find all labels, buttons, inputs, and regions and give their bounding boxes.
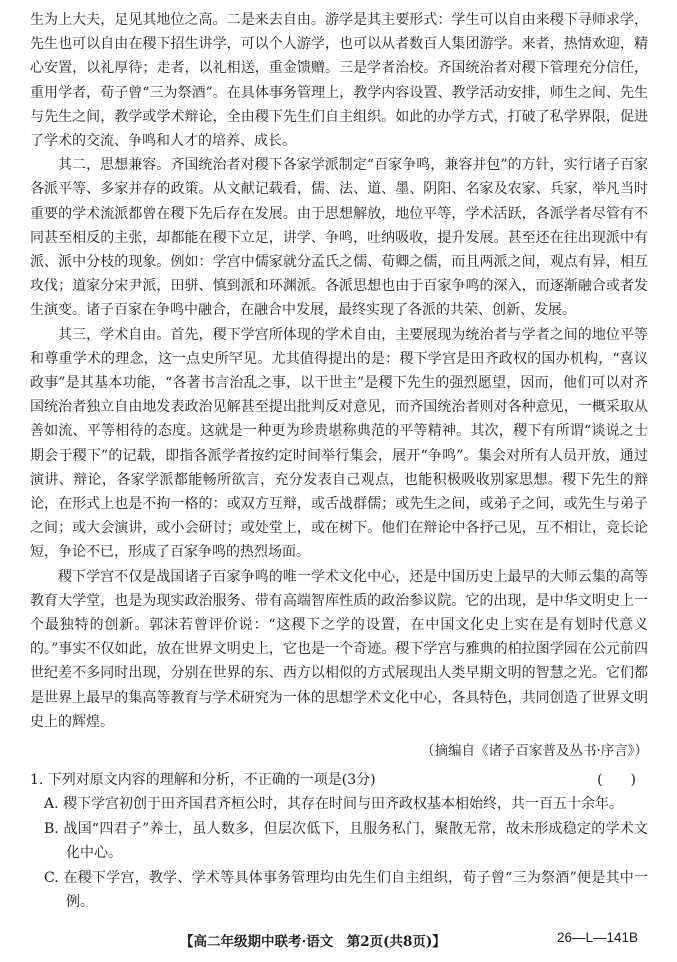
- paragraph-1: 生为上大夫，足见其地位之高。二是来去自由。游学是其主要形式：学生可以自由来稷下寻师求学，先生也可以自由在稷下招生讲学，可以个人游学，也可以从者数百人集团游学。来者，热情欢迎，精心安置，以礼厚待；走者，以礼相送，重金馈赠。三是学者治校。齐国统治者对稷下管理充分信任，重用学者，荀子曾“三为祭酒”。在具体事务管理上，教学内容设置、教学活动安排，师生之间、先生与先生之间，教学或学术辩论，全由稷下先生们自主组织。如此的办学方式，打破了私学界限，促进了学术的交流、争鸣和人才的培养、成长。: [30, 12, 648, 150]
- paragraph-4: 稷下学宫不仅是战国诸子百家争鸣的唯一学术文化中心，还是中国历史上最早的大师云集的高等教育大学堂，也是为现实政治服务、带有高端智库性质的政治参议院。它的出现，是中华文明史上一个最独特的创新。郭沫若曾评价说：“这稷下之学的设置，在中国文化史上实在是有划时代意义的。”事实不仅如此，放在世界文明史上，它也是一个奇迹。稷下学宫与雅典的柏拉图学园在公元前四世纪差不多同时出现，分别在世界的东、西方以相似的方式展现出人类早期文明的智慧之光。它们都是世界上最早的集高等教育与学术研究为一体的思想学术文化中心，各具特色，共同创造了世界文明史上的辉煌。: [30, 568, 648, 730]
- page-footer: [30, 930, 648, 954]
- footer-title: 【高二年级期中联考·语文 第2页(共8页)】: [180, 934, 446, 950]
- paragraph-3: 其三，学术自由。首先，稷下学宫所体现的学术自由，主要展现为统治者与学者之间的地位平等和尊重学术的理念，这一点史所罕见。尤其值得提出的是：稷下学宫是田齐政权的国办机构，“喜议政事”是其基本功能，“各著书言治乱之事，以干世主”是稷下先生的强烈愿望，因而，他们可以对齐国统治者独立自由地发表政治见解甚至提出批判反对意见，而齐国统治者则对各种意见，一概采取从善如流、平等相待的态度。这就是一种更为珍贵堪称典范的平等精神。其次，稷下有所谓“谈说之士期会于稷下”的记载，即指各派学者按约定时间举行集会，展开“争鸣”。集会对所有人员开放，通过演讲、辩论，各家学派都能畅所欲言，充分发表自己观点，也能积极吸收别家思想。稷下先生的辩论，在形式上也是不拘一格的：或双方互辩，或舌战群儒；或先生之间，或弟子之间，或先生与弟子之间；或大会演讲，或小会研讨；或处堂上，或在树下。他们在辩论中各抒己见，互不相让，竞长论短，争论不已，形成了百家争鸣的热烈场面。: [30, 326, 648, 561]
- option-b: B. 战国“四君子”养士，虽人数多，但层次低下，且服务私门，聚散无常，故未形成稳定的学术文化中心。: [44, 820, 648, 862]
- option-c: C. 在稷下学宫，教学、学术等具体事务管理均由先生们自主组织，荀子曾“三为祭酒”便是其中一例。: [44, 869, 648, 911]
- footer-code: 26—L—141B: [556, 930, 638, 945]
- source-citation: （摘编自《诸子百家普及丛书·序言》）: [420, 743, 648, 760]
- question-1: [30, 768, 648, 792]
- question-stem: 1. 下列对原文内容的理解和分析，不正确的一项是(3分): [30, 772, 376, 789]
- answer-blank[interactable]: ( ): [597, 772, 636, 789]
- paragraph-2: 其二，思想兼容。齐国统治者对稷下各家学派制定“百家争鸣，兼容并包”的方针，实行诸子百家各派平等、多家并存的政策。从文献记载看，儒、法、道、墨、阴阳、名家及农家、兵家，举凡当时重要的学术流派都曾在稷下先后存在发展。由于思想解放，地位平等，学术活跃，各派学者尽管有不同甚至相反的主张，却都能在稷下立足，讲学、争鸣，吐纳吸收，提升发展。甚至还在往出现派中有派、派中分枝的现象。例如：学宫中儒家就分孟氏之儒、荀卿之儒，而且两派之间，观点有异，相互攻伐；道家分宋尹派，田骈、慎到派和环渊派。各派思想也由于百家争鸣的深入，而逐渐融合或者发生演变。诸子百家在争鸣中融合，在融合中发展，最终实现了各派的共荣、创新、发展。: [30, 157, 648, 319]
- option-a: A. 稷下学宫初创于田齐国君齐桓公时，其存在时间与田齐政权基本相始终，共一百五十余年。: [44, 796, 624, 813]
- document-page: [30, 8, 648, 915]
